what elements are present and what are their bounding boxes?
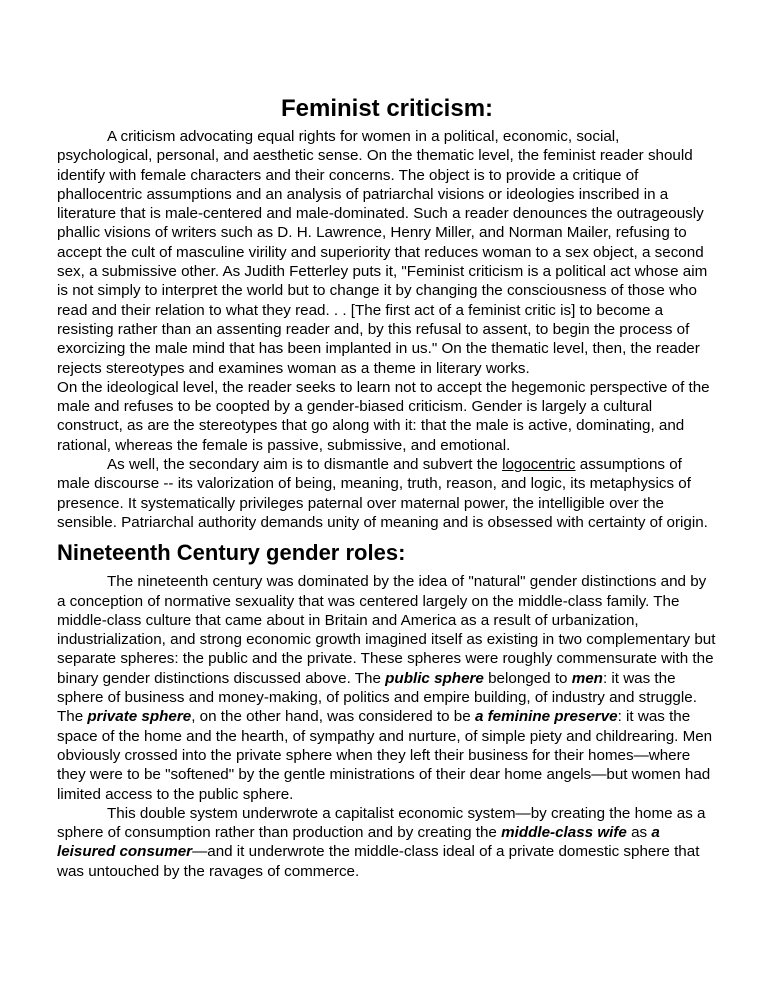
heading-nineteenth-century: Nineteenth Century gender roles: [57, 540, 406, 566]
paragraph-text: : it was the sphere of business and money-making, of politics and empire building, of industry and struggle. The [57, 669, 697, 726]
paragraph-ideological-level [57, 378, 717, 455]
paragraph-secondary-aim [57, 455, 717, 532]
emphasis-middle-class-wife: middle-class wife [501, 824, 627, 842]
emphasis-feminine-preserve: a feminine preserve [474, 708, 618, 726]
logocentric-link[interactable]: logocentric [502, 456, 576, 474]
document-page [57, 0, 717, 881]
paragraph-text: belonged to [483, 669, 572, 687]
paragraph-text: , on the other hand, was considered to be [191, 708, 475, 726]
paragraph-spheres [57, 572, 717, 804]
paragraph-text: The nineteenth century was dominated by the idea of "natural" gender distinctions and by a conception of normative sexuality that was centered largely on the middle-class family. The middle-class culture that came about in Britain and America as a result of urbanization, industrialization, and strong economic growth imagined itself as existing in two complementary but separate spheres: the public and the private. These spheres were roughly commensurate with the binary gender distinctions discussed above. The [57, 573, 716, 687]
paragraph-text: as [626, 824, 652, 842]
heading-feminist-criticism: Feminist criticism: [280, 95, 494, 122]
emphasis-private-sphere: private sphere [87, 708, 192, 726]
emphasis-men: men [571, 669, 603, 687]
paragraph-definition [57, 127, 717, 378]
emphasis-leisured-consumer: a leisured consumer [57, 824, 660, 861]
paragraph-text: : it was the space of the home and the hearth, of sympathy and nurture, of simple piety and childrearing. Men obviously crossed into the private sphere when they left their business for their homes—where they were to be "softened" by the gentle ministrations of their dear home angels—but women had limited access to the public sphere. [57, 708, 713, 803]
paragraph-text: As well, the secondary aim is to dismantle and subvert the [107, 456, 503, 474]
paragraph-text: On the ideological level, the reader seeks to learn not to accept the hegemonic perspective of the male and refuses to be coopted by a gender-biased criticism. Gender is largely a cultural construct, as are the stereotypes that go along with it: that the male is active, dominating, and rational, whereas the female is passive, submissive, and emotional. [57, 378, 710, 454]
paragraph-text: A criticism advocating equal rights for women in a political, economic, social, psychological, personal, and aesthetic sense. On the thematic level, the feminist reader should identify with female characters and their concerns. The object is to provide a critique of phallocentric assumptions and an analysis of patriarchal visions or ideologies inscribed in a literature that is male-centered and male-dominated. Such a reader denounces the outrageously phallic visions of writers such as D. H. Lawrence, Henry Miller, and Norman Mailer, refusing to accept the cult of masculine virility and superiority that reduces woman to a sex object, a second sex, a submissive other. As Judith Fetterley puts it, "Feminist criticism is a political act whose aim is not simply to interpret the world but to change it by changing the consciousness of those who read and their relation to what they read. . . [The first act of a feminist critic is] to become a resisting rather than an assenting reader and, by this refusal to assent, to begin the process of exorcizing the male mind that has been implanted in us." On the thematic level, then, the reader rejects stereotypes and examines woman as a theme in literary works. [57, 128, 708, 377]
paragraph-text: assumptions of male discourse -- its valorization of being, meaning, truth, reason, and logic, its metaphysics of presence. It systematically privileges paternal over maternal power, the intelligible over the sensible. Patriarchal authority demands unity of meaning and is obsessed with certainty of origin. [57, 456, 708, 531]
paragraph-text: —and it underwrote the middle-class ideal of a private domestic sphere that was untouched by the ravages of commerce. [57, 843, 700, 880]
paragraph-text: This double system underwrote a capitalist economic system—by creating the home as a sphere of consumption rather than production and by creating the [57, 804, 706, 842]
emphasis-public-sphere: public sphere [385, 669, 484, 687]
paragraph-double-system [57, 804, 717, 881]
